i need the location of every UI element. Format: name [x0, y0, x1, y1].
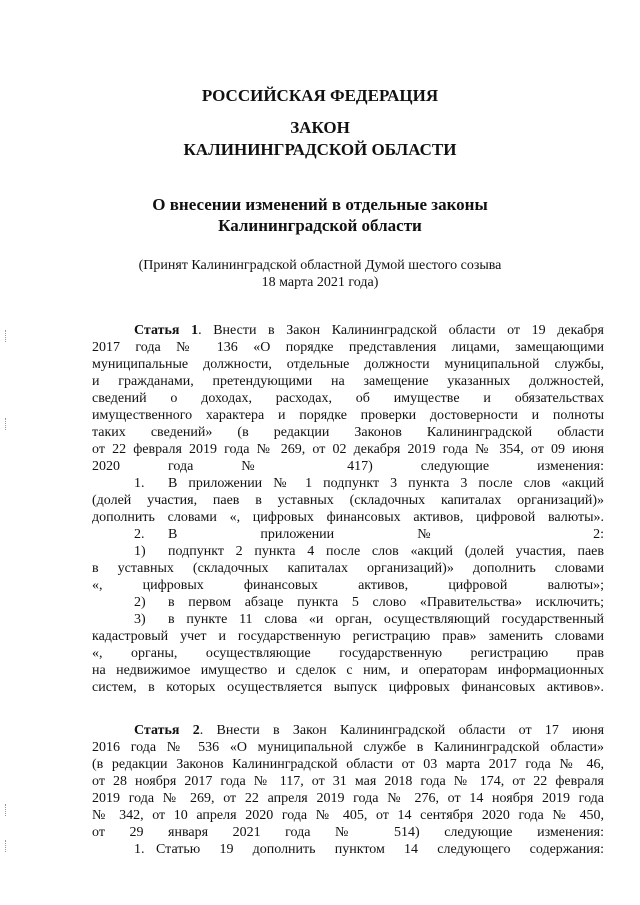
item-1-line: (долей участия, паев в уставных (складочных капиталах организаций)» — [92, 493, 604, 508]
adoption-note-line1: (Принят Калининградской областной Думой шестого созыва — [138, 258, 502, 273]
subitem-2-line: 2) в первом абзаце пункта 5 слово «Правительства» исключить; — [134, 595, 604, 610]
adoption-note-line2: 18 марта 2021 года) — [261, 275, 379, 290]
article-2-line: (в редакции Законов Калининградской области от 03 марта 2017 года № 46, — [92, 757, 604, 772]
item-2-line: 2. В приложении № 2: — [134, 527, 604, 542]
scan-mark — [5, 418, 10, 430]
article-2-line: 2016 года № 536 «О муниципальной службе в Калининградской области» — [92, 740, 604, 755]
scan-mark — [5, 330, 10, 342]
article-1 — [92, 322, 604, 696]
article-1-line: сведений о доходах, расходах, об имуществе и обязательствах — [92, 391, 604, 406]
subitem-3-line: на недвижимое имущество и сделок с ним, и операторам информационных — [92, 663, 604, 678]
law-title-line1: О внесении изменений в отдельные законы — [152, 195, 488, 214]
article-1-line: от 22 февраля 2019 года № 269, от 02 декабря 2019 года № 354, от 09 июня — [92, 442, 604, 457]
subitem-3-line: 3) в пункте 11 слова «и орган, осуществляющий государственный — [134, 612, 604, 627]
article-1-line: и гражданами, претендующими на замещение указанных должностей, — [92, 374, 604, 389]
region-heading: КАЛИНИНГРАДСКОЙ ОБЛАСТИ — [183, 140, 457, 159]
article-2-line: от 28 ноября 2017 года № 117, от 31 мая 2018 года № 174, от 22 февраля — [92, 774, 604, 789]
article-2-item-1: 1. Статью 19 дополнить пунктом 14 следующего содержания: — [134, 842, 604, 857]
subitem-1-line: 1) подпункт 2 пункта 4 после слов «акций (долей участия, паев — [134, 544, 604, 559]
article-2-line: 2019 года № 269, от 22 апреля 2019 года № 276, от 14 ноября 2019 года — [92, 791, 604, 806]
subitem-3-line: систем, в которых осуществляется выпуск цифровых финансовых активов». — [92, 680, 604, 695]
law-heading: ЗАКОН — [290, 118, 350, 137]
article-1-line: таких сведений» (в редакции Законов Калининградской области — [92, 425, 604, 440]
article-2-line: от 29 января 2021 года № 514) следующие изменения: — [92, 825, 604, 840]
law-title-line2: Калининградской области — [218, 216, 422, 235]
article-1-first-line: Статья 1. Внести в Закон Калининградской области от 19 декабря — [134, 323, 604, 338]
subitem-1-line: в уставных (складочных капиталах организаций)» дополнить словами — [92, 561, 604, 576]
article-1-label: Статья 1 — [134, 323, 199, 338]
article-2 — [92, 722, 604, 858]
item-1-line: дополнить словами «, цифровых финансовых активов, цифровой валюты». — [92, 510, 604, 525]
article-1-line: муниципальные должности, отдельные должности муниципальной службы, — [92, 357, 604, 372]
article-2-label: Статья 2 — [134, 723, 200, 738]
subitem-3-line: «, органы, осуществляющие государственную регистрацию прав — [92, 646, 604, 661]
article-2-first-line: Статья 2. Внести в Закон Калининградской области от 17 июня — [134, 723, 605, 738]
scan-mark — [5, 840, 10, 852]
country-heading: РОССИЙСКАЯ ФЕДЕРАЦИЯ — [201, 86, 439, 105]
subitem-3-line: кадастровый учет и государственную регистрацию прав» заменить словами — [92, 629, 604, 644]
article-1-line: 2020 года № 417) следующие изменения: — [92, 459, 604, 474]
scan-mark — [5, 804, 10, 816]
item-1-line: 1. В приложении № 1 подпункт 3 пункта 3 после слов «акций — [134, 476, 604, 491]
article-1-line: 2017 года № 136 «О порядке представления лицами, замещающими — [92, 340, 604, 355]
article-2-line: № 342, от 10 апреля 2020 года № 405, от 14 сентября 2020 года № 450, — [92, 808, 604, 823]
subitem-1-line: «, цифровых финансовых активов, цифровой валюты»; — [92, 578, 604, 593]
article-1-line: имущественного характера и порядке проверки достоверности и полноты — [92, 408, 604, 423]
